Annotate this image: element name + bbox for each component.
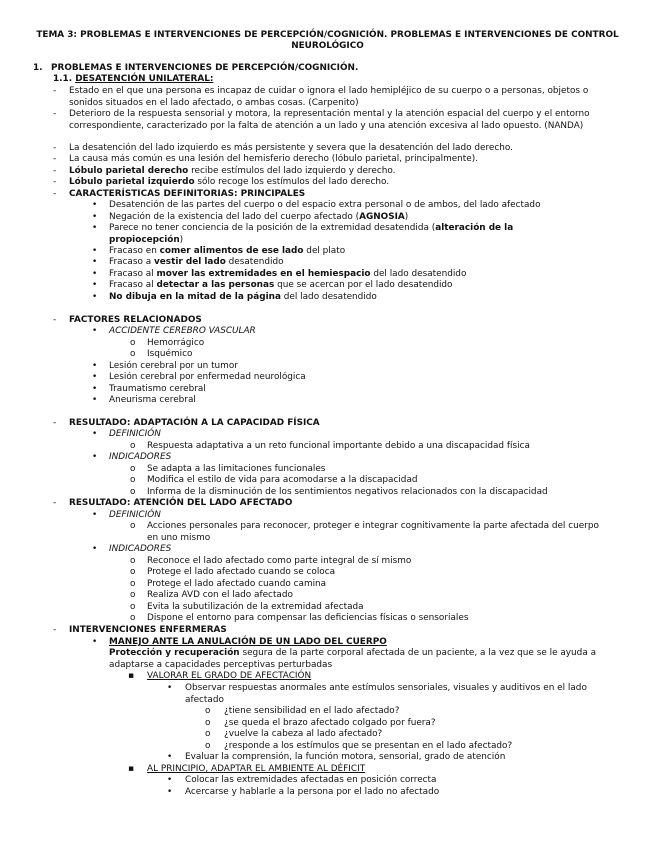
indicador-item: Modifica el estilo de vida para acomodarse a la discapacidad <box>147 475 418 485</box>
bullet-marker: • <box>92 223 98 233</box>
indicador-item: Informa de la disminución de los sentimientos negativos relacionados con la discapacidad <box>147 487 548 497</box>
dash-marker: - <box>53 498 57 508</box>
indicador-item: Reconoce el lado afectado como parte integral de sí mismo <box>147 556 412 566</box>
caracteristica-item: Desatención de las partes del cuerpo o del espacio extra personal o de ambos, del lado afectado <box>109 200 541 210</box>
bullet-marker: • <box>92 372 98 382</box>
proteccion-paragraph: Protección y recuperación segura de la parte corporal afectada de un paciente, a la vez que se le ayuda a adaptarse a capacidades perceptivas perturbadas <box>109 648 597 670</box>
dash-marker: - <box>53 177 57 187</box>
factor-item: Lesión cerebral por enfermedad neurológica <box>109 372 306 382</box>
factor-acv: ACCIDENTE CEREBRO VASCULAR <box>109 326 256 336</box>
factor-acv-sub: Hemorrágico <box>147 338 205 348</box>
intro-paragraph: La desatención del lado izquierdo es más persistente y severa que la desatención del lado derecho. <box>69 143 513 153</box>
indicador-item: Evita la subutilización de la extremidad afectada <box>147 602 364 612</box>
intervenciones-heading: INTERVENCIONES ENFERMERAS <box>69 625 227 635</box>
caracteristicas-heading: CARACTERÍSTICAS DEFINITORIAS: PRINCIPALES <box>69 189 306 199</box>
circle-marker: o <box>130 487 136 497</box>
circle-marker: o <box>130 349 136 359</box>
intro-paragraph: Deterioro de la respuesta sensorial y motora, la representación mental y la atención espacial del cuerpo y el entorno correspondiente, caracterizado por la falta de atención a un lado y una atención excesiva al lado opuesto. (NANDA) <box>69 109 590 131</box>
pregunta-item: ¿responde a los estímulos que se presentan en el lado afectado? <box>224 741 513 751</box>
caracteristica-item: Fracaso a vestir del lado desatendido <box>109 257 284 267</box>
dash-marker: - <box>53 109 57 119</box>
indicadores-label: INDICADORES <box>109 544 172 554</box>
dash-marker: - <box>53 418 57 428</box>
factor-item: Aneurisma cerebral <box>109 395 196 405</box>
intro-paragraph: Estado en el que una persona es incapaz de cuidar o ignora el lado hemipléjico de su cuerpo o a personas, objetos o sonidos situados en el lado afectado, o ambas cosas. (Carpenito) <box>69 86 589 108</box>
principio-item: Colocar las extremidades afectadas en posición correcta <box>185 775 437 785</box>
circle-marker: o <box>130 475 136 485</box>
circle-marker: o <box>205 706 211 716</box>
pregunta-item: ¿tiene sensibilidad en el lado afectado? <box>224 706 400 716</box>
circle-marker: o <box>130 567 136 577</box>
caracteristica-item: Fracaso en comer alimentos de ese lado del plato <box>109 246 346 256</box>
lobulo-derecho-line: Lóbulo parietal derecho recibe estímulos del lado izquierdo y derecho. <box>69 166 396 176</box>
indicador-item: Protege el lado afectado cuando se coloca <box>147 567 336 577</box>
bullet-marker: • <box>92 292 98 302</box>
bullet-marker: • <box>167 683 173 693</box>
bullet-marker: • <box>92 361 98 371</box>
bullet-marker: • <box>92 212 98 222</box>
circle-marker: o <box>205 729 211 739</box>
caracteristica-item: Parece no tener conciencia de la posición de la extremidad desatendida (alteración de la propiocepción) <box>109 223 514 245</box>
dash-marker: - <box>53 86 57 96</box>
circle-marker: o <box>130 590 136 600</box>
circle-marker: o <box>205 718 211 728</box>
dash-marker: - <box>53 166 57 176</box>
pregunta-item: ¿se queda el brazo afectado colgado por fuera? <box>224 718 436 728</box>
circle-marker: o <box>130 579 136 589</box>
indicador-item: Dispone el entorno para compensar las deficiencias físicas o sensoriales <box>147 613 469 623</box>
indicador-item: Realiza AVD con el lado afectado <box>147 590 293 600</box>
circle-marker: o <box>130 613 136 623</box>
dash-marker: - <box>53 143 57 153</box>
circle-marker: o <box>130 338 136 348</box>
evaluar-item: Evaluar la comprensión, la función motora, sensorial, grado de atención <box>185 752 506 762</box>
bullet-marker: • <box>92 395 98 405</box>
factor-acv-sub: Isquémico <box>147 349 193 359</box>
bullet-marker: • <box>92 544 98 554</box>
principio-heading: AL PRINCIPIO, ADAPTAR EL AMBIENTE AL DÉFICIT <box>147 764 366 774</box>
manejo-heading: MANEJO ANTE LA ANULACIÓN DE UN LADO DEL CUERPO <box>109 637 387 647</box>
dash-marker: - <box>53 154 57 164</box>
dash-marker: - <box>53 625 57 635</box>
bullet-marker: • <box>167 752 173 762</box>
circle-marker: o <box>205 741 211 751</box>
observar-item: Observar respuestas anormales ante estímulos sensoriales, visuales y auditivos en el lado afectado <box>185 683 587 705</box>
circle-marker: o <box>130 556 136 566</box>
factor-item: Lesión cerebral por un tumor <box>109 361 238 371</box>
caracteristica-item: Fracaso al mover las extremidades en el hemiespacio del lado desatendido <box>109 269 467 279</box>
bullet-marker: • <box>92 246 98 256</box>
factores-heading: FACTORES RELACIONADOS <box>69 315 202 325</box>
indicadores-label: INDICADORES <box>109 452 172 462</box>
circle-marker: o <box>130 521 136 531</box>
bullet-marker: • <box>167 787 173 797</box>
bullet-marker: • <box>167 775 173 785</box>
definicion-label: DEFINICIÓN <box>109 429 161 439</box>
resultado-adaptacion-heading: RESULTADO: ADAPTACIÓN A LA CAPACIDAD FÍSICA <box>69 418 320 428</box>
dash-marker: - <box>53 189 57 199</box>
bullet-marker: • <box>92 452 98 462</box>
bullet-marker: • <box>92 280 98 290</box>
resultado-atencion-heading: RESULTADO: ATENCIÓN DEL LADO AFECTADO <box>69 498 293 508</box>
square-marker: ▪ <box>128 764 135 774</box>
bullet-marker: • <box>92 326 98 336</box>
valorar-heading: VALORAR EL GRADO DE AFECTACIÓN <box>147 671 312 681</box>
indicador-item: Se adapta a las limitaciones funcionales <box>147 464 326 474</box>
bullet-marker: • <box>92 269 98 279</box>
bullet-marker: • <box>92 510 98 520</box>
dash-marker: - <box>53 315 57 325</box>
principio-item: Acercarse y hablarle a la persona por el lado no afectado <box>185 787 440 797</box>
bullet-marker: • <box>92 200 98 210</box>
lobulo-izquierdo-line: Lóbulo parietal izquierdo sólo recoge los estímulos del lado derecho. <box>69 177 390 187</box>
indicador-item: Protege el lado afectado cuando camina <box>147 579 327 589</box>
bullet-marker: • <box>92 637 98 647</box>
bullet-marker: • <box>92 429 98 439</box>
caracteristica-item: Negación de la existencia del lado del cuerpo afectado (AGNOSIA) <box>109 212 409 222</box>
caracteristica-item: Fracaso al detectar a las personas que se acercan por el lado desatendido <box>109 280 453 290</box>
square-marker: ▪ <box>128 671 135 681</box>
intro-paragraph: La causa más común es una lesión del hemisferio derecho (lóbulo parietal, principalmente). <box>69 154 479 164</box>
bullet-marker: • <box>92 257 98 267</box>
document-title: TEMA 3: PROBLEMAS E INTERVENCIONES DE PERCEPCIÓN/COGNICIÓN. PROBLEMAS E INTERVENCIONES DE CONTROL NEUROLÓGICO <box>36 30 619 51</box>
definicion-text: Respuesta adaptativa a un reto funcional importante debido a una discapacidad física <box>147 441 530 451</box>
circle-marker: o <box>130 602 136 612</box>
factor-item: Traumatismo cerebral <box>109 384 206 394</box>
definicion-label: DEFINICIÓN <box>109 510 161 520</box>
caracteristica-item: No dibuja en la mitad de la página del lado desatendido <box>109 292 377 302</box>
bullet-marker: • <box>92 384 98 394</box>
definicion-text: Acciones personales para reconocer, proteger e integrar cognitivamente la parte afectada del cuerpo en uno mismo <box>147 521 599 543</box>
section-number: 1. <box>33 63 43 73</box>
circle-marker: o <box>130 464 136 474</box>
circle-marker: o <box>130 441 136 451</box>
subsection-heading: 1.1. DESATENCIÓN UNILATERAL: <box>53 74 214 84</box>
section-heading: PROBLEMAS E INTERVENCIONES DE PERCEPCIÓN/COGNICIÓN. <box>51 63 359 73</box>
pregunta-item: ¿vuelve la cabeza al lado afectado? <box>224 729 383 739</box>
